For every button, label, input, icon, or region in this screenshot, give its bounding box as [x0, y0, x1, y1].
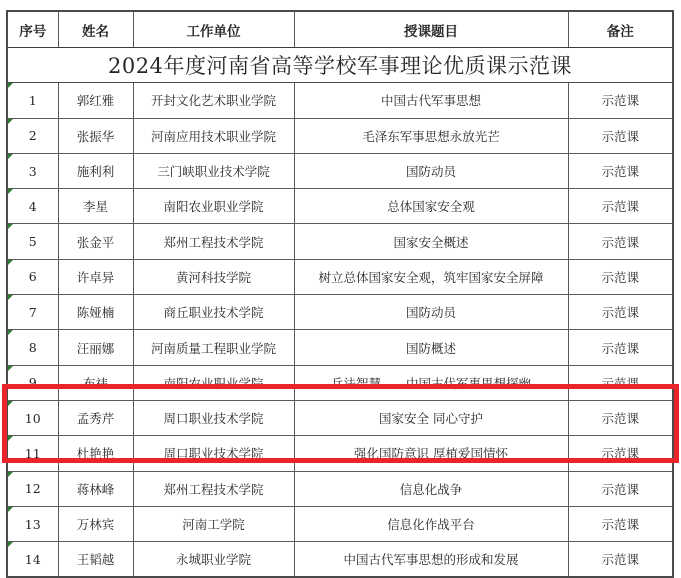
cell-unit: 郑州工程技术学院: [133, 224, 294, 259]
col-header-topic: 授课题目: [294, 11, 568, 48]
table-header: [7, 11, 673, 48]
cell-topic: 中国古代军事思想: [294, 83, 568, 118]
cell-no: 9: [7, 365, 58, 400]
col-header-no: 序号: [7, 11, 58, 48]
cell-no: 12: [7, 471, 58, 506]
table-row: [7, 330, 673, 365]
cell-unit: 永城职业学院: [133, 542, 294, 577]
cell-note: 示范课: [568, 224, 673, 259]
cell-note: 示范课: [568, 330, 673, 365]
cell-note: 示范课: [568, 506, 673, 541]
cell-note: 示范课: [568, 153, 673, 188]
cell-note: 示范课: [568, 471, 673, 506]
green-corner-marker-icon: [8, 542, 13, 547]
table-body: [7, 83, 673, 577]
cell-name: 许卓异: [58, 259, 133, 294]
cell-name: 张振华: [58, 118, 133, 153]
cell-note: 示范课: [568, 189, 673, 224]
cell-note: 示范课: [568, 542, 673, 577]
cell-no: 8: [7, 330, 58, 365]
cell-note: 示范课: [568, 400, 673, 435]
col-header-unit: 工作单位: [133, 11, 294, 48]
cell-unit: 周口职业技术学院: [133, 400, 294, 435]
table-row: [7, 118, 673, 153]
green-corner-marker-icon: [8, 295, 13, 300]
cell-no: 1: [7, 83, 58, 118]
cell-name: 陈娅楠: [58, 295, 133, 330]
cell-no: 4: [7, 189, 58, 224]
green-corner-marker-icon: [8, 119, 13, 124]
green-corner-marker-icon: [8, 260, 13, 265]
document-table: [6, 10, 674, 578]
table-row: [7, 542, 673, 577]
cell-topic: 信息化战争: [294, 471, 568, 506]
green-corner-marker-icon: [8, 436, 13, 441]
cell-unit: 三门峡职业技术学院: [133, 153, 294, 188]
table-row: [7, 436, 673, 471]
cell-topic: 国防概述: [294, 330, 568, 365]
green-corner-marker-icon: [8, 472, 13, 477]
cell-no: 6: [7, 259, 58, 294]
award-table: [6, 10, 674, 578]
table-row: [7, 224, 673, 259]
cell-topic: 国家安全 同心守护: [294, 400, 568, 435]
cell-topic: 信息化作战平台: [294, 506, 568, 541]
cell-topic: 强化国防意识 厚植爱国情怀: [294, 436, 568, 471]
green-corner-marker-icon: [8, 330, 13, 335]
cell-name: 张金平: [58, 224, 133, 259]
green-corner-marker-icon: [8, 154, 13, 159]
cell-topic: 中国古代军事思想的形成和发展: [294, 542, 568, 577]
cell-name: 施利利: [58, 153, 133, 188]
table-row: [7, 83, 673, 118]
cell-unit: 黄河科技学院: [133, 259, 294, 294]
table-row: [7, 295, 673, 330]
cell-topic: 树立总体国家安全观，筑牢国家安全屏障: [294, 259, 568, 294]
header-row: [7, 11, 673, 48]
cell-note: 示范课: [568, 436, 673, 471]
col-header-name: 姓名: [58, 11, 133, 48]
table-row: [7, 506, 673, 541]
title-row: [7, 48, 673, 83]
cell-unit: 河南质量工程职业学院: [133, 330, 294, 365]
cell-topic: 国家安全概述: [294, 224, 568, 259]
cell-name: 李星: [58, 189, 133, 224]
green-corner-marker-icon: [8, 224, 13, 229]
green-corner-marker-icon: [8, 83, 13, 88]
cell-name: 郭红雅: [58, 83, 133, 118]
cell-no: 10: [7, 400, 58, 435]
cell-no: 7: [7, 295, 58, 330]
cell-topic: 总体国家安全观: [294, 189, 568, 224]
table-row: [7, 471, 673, 506]
cell-name: 万林宾: [58, 506, 133, 541]
cell-topic: 兵法智慧——中国古代军事思想探幽: [294, 365, 568, 400]
cell-topic: 毛泽东军事思想永放光芒: [294, 118, 568, 153]
cell-unit: 南阳农业职业学院: [133, 189, 294, 224]
cell-topic: 国防动员: [294, 153, 568, 188]
cell-topic: 国防动员: [294, 295, 568, 330]
green-corner-marker-icon: [8, 189, 13, 194]
cell-unit: 河南应用技术职业学院: [133, 118, 294, 153]
cell-name: 汪丽娜: [58, 330, 133, 365]
cell-no: 11: [7, 436, 58, 471]
page-title: 2024年度河南省高等学校军事理论优质课示范课: [7, 48, 673, 83]
cell-no: 5: [7, 224, 58, 259]
cell-no: 2: [7, 118, 58, 153]
cell-note: 示范课: [568, 295, 673, 330]
table-row: [7, 189, 673, 224]
cell-unit: 南阳农业职业学院: [133, 365, 294, 400]
cell-note: 示范课: [568, 259, 673, 294]
green-corner-marker-icon: [8, 366, 13, 371]
cell-name: 布祎: [58, 365, 133, 400]
cell-no: 14: [7, 542, 58, 577]
green-corner-marker-icon: [8, 401, 13, 406]
col-header-note: 备注: [568, 11, 673, 48]
cell-unit: 商丘职业技术学院: [133, 295, 294, 330]
cell-no: 13: [7, 506, 58, 541]
cell-name: 王韬越: [58, 542, 133, 577]
table-row: [7, 400, 673, 435]
cell-unit: 河南工学院: [133, 506, 294, 541]
cell-name: 蒋林峰: [58, 471, 133, 506]
cell-note: 示范课: [568, 83, 673, 118]
cell-unit: 郑州工程技术学院: [133, 471, 294, 506]
cell-no: 3: [7, 153, 58, 188]
cell-note: 示范课: [568, 118, 673, 153]
green-corner-marker-icon: [8, 507, 13, 512]
cell-name: 杜艳艳: [58, 436, 133, 471]
cell-unit: 周口职业技术学院: [133, 436, 294, 471]
cell-unit: 开封文化艺术职业学院: [133, 83, 294, 118]
cell-name: 孟秀芹: [58, 400, 133, 435]
cell-note: 示范课: [568, 365, 673, 400]
table-row: [7, 365, 673, 400]
table-row: [7, 259, 673, 294]
table-row: [7, 153, 673, 188]
